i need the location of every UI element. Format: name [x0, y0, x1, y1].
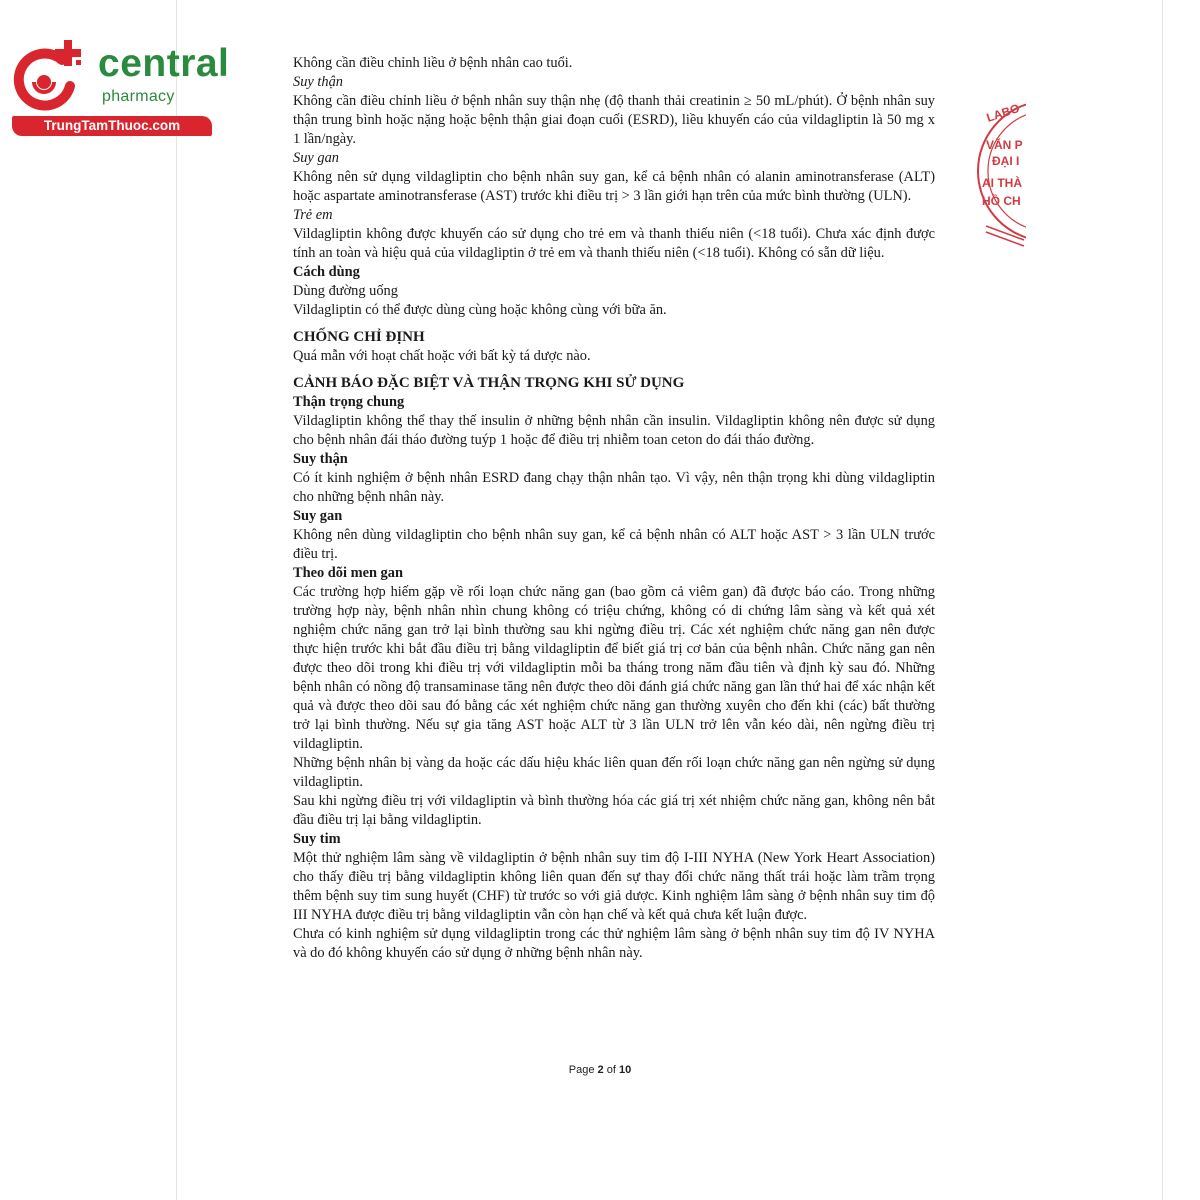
scan-edge-left: [176, 0, 177, 1200]
page-current: 2: [597, 1064, 604, 1076]
paragraph-heart-2: Chưa có kinh nghiệm sử dụng vildagliptin trong các thử nghiệm lâm sàng ở bệnh nhân suy tim độ IV NYHA và do đó không khuyến cáo sử dụng ở những bệnh nhân này.: [293, 926, 935, 961]
paragraph-elderly: Không cần điều chỉnh liều ở bệnh nhân cao tuổi.: [293, 55, 573, 71]
website-badge[interactable]: TrungTamThuoc.com: [12, 116, 212, 136]
paragraph-hepatic: Không nên sử dụng vildagliptin cho bệnh nhân suy gan, kể cả bệnh nhân có alanin aminotransferase (ALT) hoặc aspartate aminotransferase (AST) trước khi điều trị > 3 lần giới hạn trên của mức bình thường (ULN).: [293, 169, 935, 204]
paragraph-liver-1: Các trường hợp hiếm gặp về rối loạn chức năng gan (bao gồm cả viêm gan) đã được báo cáo. Trong những trường hợp này, bệnh nhân nhìn chung không có triệu chứng, không có di chứng lâm sàng và kết quả xét nghiệm chức năng gan trở lại bình thường sau khi ngừng điều trị. Các xét nghiệm chức năng gan nên được thực hiện trước khi bắt đầu điều trị bằng vildagliptin để biết giá trị cơ bản của bệnh nhân. Chức năng gan nên được theo dõi trong khi điều trị với vildagliptin mỗi ba tháng trong năm đầu tiên và định kỳ sau đó. Những bệnh nhân có nồng độ transaminase tăng nên được theo dõi đánh giá chức năng gan lần thứ hai để xác nhận kết quả và được theo dõi sau đó bằng các xét nghiệm chức năng gan thường xuyên cho đến khi (các) bất thường trở lại bình thường. Nếu sự gia tăng AST hoặc ALT từ 3 lần ULN trở lên vẫn kéo dài, nên ngừng điều trị vildagliptin.: [293, 584, 935, 752]
brand-name: central: [98, 42, 230, 85]
paragraph-administration-1: Dùng đường uống: [293, 283, 398, 299]
stamp-text-4: AI THÀ: [982, 176, 1022, 190]
subheading-renal-2: Suy thận: [293, 451, 348, 467]
paragraph-administration-2: Vildagliptin có thể được dùng cùng hoặc không cùng với bữa ăn.: [293, 302, 667, 318]
scan-edge-right: [1162, 0, 1163, 1200]
page-total: 10: [618, 1064, 632, 1076]
subheading-liver-monitoring: Theo dõi men gan: [293, 565, 403, 581]
paragraph-renal-2: Có ít kinh nghiệm ở bệnh nhân ESRD đang chạy thận nhân tạo. Vì vậy, nên thận trọng khi dùng vildagliptin cho những bệnh nhân này.: [293, 470, 935, 505]
subheading-general: Thận trọng chung: [293, 394, 405, 410]
paragraph-general: Vildagliptin không thể thay thế insulin ở những bệnh nhân cần insulin. Vildagliptin không nên được sử dụng cho bệnh nhân đái tháo đường tuýp 1 hoặc để điều trị nhiễm toan ceton do đái tháo đường.: [293, 413, 935, 448]
page-label: Page: [568, 1064, 595, 1076]
subheading-administration: Cách dùng: [293, 264, 360, 280]
paragraph-renal: Không cần điều chỉnh liều ở bệnh nhân suy thận nhẹ (độ thanh thải creatinin ≥ 50 mL/phút). Ở bệnh nhân suy thận trung bình hoặc nặng hoặc bệnh thận giai đoạn cuối (ESRD), liều khuyến cáo của vildagliptin là 50 mg x 1 lần/ngày.: [293, 93, 935, 147]
central-pharmacy-logo[interactable]: [10, 38, 230, 138]
document-body: [293, 54, 935, 963]
stamp-text-2: VĂN P: [986, 138, 1023, 152]
subheading-renal: Suy thận: [293, 74, 343, 90]
official-stamp: [976, 100, 1026, 250]
paragraph-contraindications: Quá mẫn với hoạt chất hoặc với bất kỳ tá dược nào.: [293, 348, 591, 364]
paragraph-liver-2: Những bệnh nhân bị vàng da hoặc các dấu hiệu khác liên quan đến rối loạn chức năng gan nên ngừng sử dụng vildagliptin.: [293, 755, 935, 790]
section-heading-warnings: CẢNH BÁO ĐẶC BIỆT VÀ THẬN TRỌNG KHI SỬ DỤNG: [293, 375, 685, 391]
brand-subtitle: pharmacy: [102, 88, 175, 105]
paragraph-children: Vildagliptin không được khuyến cáo sử dụng cho trẻ em và thanh thiếu niên (<18 tuổi). Chưa xác định được tính an toàn và hiệu quả của vildagliptin ở trẻ em và thanh thiếu niên (<18 tuổi). Không có sẵn dữ liệu.: [293, 226, 935, 261]
page-of: of: [606, 1064, 616, 1076]
pharmacy-cross-icon: [10, 38, 94, 114]
stamp-ring-icon: [976, 100, 1026, 250]
subheading-hepatic-2: Suy gan: [293, 508, 343, 524]
page-number: [0, 1064, 1200, 1076]
subheading-heart-failure: Suy tim: [293, 831, 341, 847]
paragraph-hepatic-2: Không nên dùng vildagliptin cho bệnh nhân suy gan, kể cả bệnh nhân có ALT hoặc AST > 3 lần ULN trước điều trị.: [293, 527, 935, 562]
stamp-text-1: LABO: [984, 101, 1022, 125]
stamp-text-5: HỒ CH: [982, 194, 1021, 208]
stamp-text-3: ĐẠI I: [992, 154, 1020, 168]
paragraph-liver-3: Sau khi ngừng điều trị với vildagliptin và bình thường hóa các giá trị xét nhiệm chức năng gan, không nên bắt đầu điều trị lại bằng vildagliptin.: [293, 793, 935, 828]
section-heading-contraindications: CHỐNG CHỈ ĐỊNH: [293, 329, 425, 345]
subheading-children: Trẻ em: [293, 207, 333, 223]
subheading-hepatic: Suy gan: [293, 150, 339, 166]
paragraph-heart-1: Một thử nghiệm lâm sàng về vildagliptin ở bệnh nhân suy tim độ I-III NYHA (New York Heart Association) cho thấy điều trị bằng vildagliptin không liên quan đến sự thay đổi chức năng thất trái hoặc làm trầm trọng thêm bệnh suy tim sung huyết (CHF) từ trước so với giả dược. Kinh nghiệm lâm sàng ở bệnh nhân suy tim độ III NYHA được điều trị bằng vildagliptin vẫn còn hạn chế và kết quả chưa kết luận được.: [293, 850, 935, 923]
